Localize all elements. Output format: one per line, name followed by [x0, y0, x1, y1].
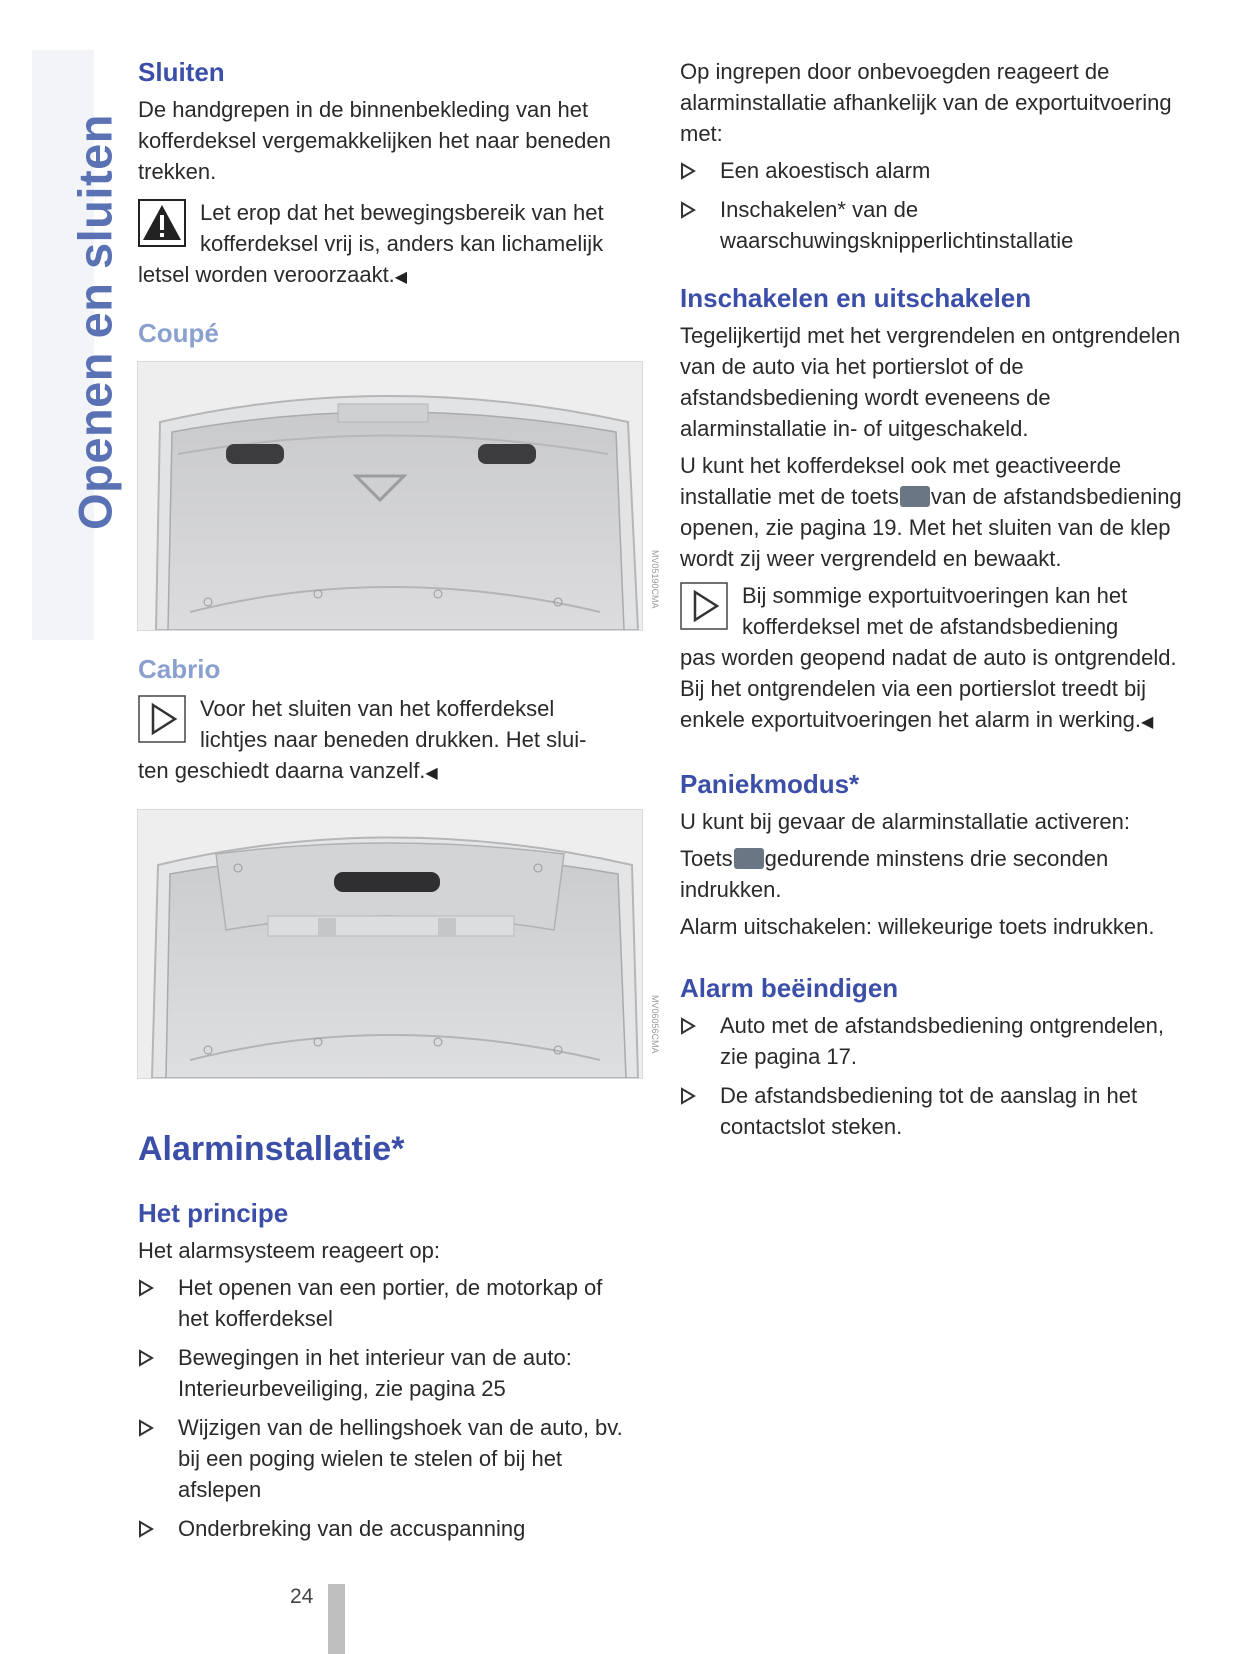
beeindigen-list	[680, 1010, 1185, 1142]
warning-line-3: letsel worden veroorzaakt.◀	[138, 262, 408, 287]
cabrio-note	[138, 693, 638, 789]
warning-note	[138, 197, 638, 293]
inschakelen-text-2: U kunt het kofferdeksel ook met geactiveerde installatie met de toets van de afstandsbediening openen, zie pagina 19. Met het sluiten van de klep wordt zij weer vergrendeld en bewaakt.	[680, 453, 1182, 571]
page-number: 24	[290, 1585, 314, 1608]
bullet-triangle-icon	[138, 1520, 154, 1538]
list-item: Onderbreking van de accuspanning	[138, 1513, 638, 1544]
export-note	[680, 580, 1185, 738]
left-column	[138, 56, 638, 1552]
inschakelen-heading: Inschakelen en uitschakelen	[680, 283, 1032, 313]
list-item: Een akoestisch alarm	[680, 155, 1185, 186]
right-column	[680, 56, 1185, 1150]
list-item: Wijzigen van de hellingshoek van de auto, bv. bij een poging wielen te stelen of bij het afslepen	[138, 1412, 638, 1505]
alarm-heading: Alarminstallatie*	[138, 1130, 405, 1168]
paniek-heading: Paniekmodus*	[680, 769, 860, 799]
bullet-triangle-icon	[680, 201, 696, 219]
list-item: Inschakelen* van de waarschuwingsknipperlichtinstallatie	[680, 194, 1185, 256]
sluiten-heading: Sluiten	[138, 57, 225, 87]
list-item: De afstandsbediening tot de aanslag in het contactslot steken.	[680, 1080, 1185, 1142]
paniek-text-1: U kunt bij gevaar de alarminstallatie activeren:	[680, 809, 1131, 834]
intro-list	[680, 155, 1185, 256]
beeindigen-heading: Alarm beëindigen	[680, 973, 899, 1003]
remote-trunk-key-icon	[900, 486, 930, 507]
coupe-heading: Coupé	[138, 318, 219, 348]
export-note-line-4: Bij het ontgrendelen via een portierslot treedt bij enkele exportuitvoeringen het alarm in werking.◀	[680, 676, 1154, 732]
note-triangle-icon	[138, 695, 186, 743]
inschakelen-text-1: Tegelijkertijd met het vergrendelen en ontgrendelen van de auto via het portierslot of de afstandsbediening wordt eveneens de alarminstallatie in- of uitgeschakeld.	[680, 323, 1181, 441]
chapter-sidebar	[32, 50, 122, 640]
list-item: Bewegingen in het interieur van de auto: Interieurbeveiliging, zie pagina 25	[138, 1342, 638, 1404]
cabrio-note-line-2: lichtjes naar beneden drukken. Het slui-	[200, 727, 587, 752]
sluiten-text: De handgrepen in de binnenbekleding van het kofferdeksel vergemakkelijken het naar beneden trekken.	[138, 97, 611, 184]
paniek-text-3: Alarm uitschakelen: willekeurige toets indrukken.	[680, 914, 1155, 939]
export-note-line-1: Bij sommige exportuitvoeringen kan het	[742, 583, 1128, 608]
export-note-line-2: kofferdeksel met de afstandsbediening	[742, 614, 1119, 639]
coupe-trunk-image	[137, 361, 643, 631]
note-triangle-icon	[680, 582, 728, 630]
bullet-triangle-icon	[138, 1419, 154, 1437]
bullet-triangle-icon	[680, 162, 696, 180]
export-note-line-3: pas worden geopend nadat de auto is ontgrendeld.	[680, 645, 1177, 670]
list-item: Auto met de afstandsbediening ontgrendelen, zie pagina 17.	[680, 1010, 1185, 1072]
cabrio-note-line-1: Voor het sluiten van het kofferdeksel	[200, 696, 555, 721]
principe-list	[138, 1272, 638, 1544]
bullet-triangle-icon	[138, 1279, 154, 1297]
list-item: Het openen van een portier, de motorkap of het kofferdeksel	[138, 1272, 638, 1334]
remote-trunk-key-icon	[734, 848, 764, 869]
chapter-title: Openen en sluiten	[68, 114, 122, 530]
end-mark-icon: ◀	[1141, 714, 1154, 731]
warning-line-2: kofferdeksel vrij is, anders kan lichamelijk	[200, 231, 604, 256]
bullet-triangle-icon	[138, 1349, 154, 1367]
warning-icon	[138, 199, 186, 247]
cabrio-heading: Cabrio	[138, 654, 221, 684]
paniek-text-2: Toets gedurende minstens drie seconden indrukken.	[680, 846, 1109, 902]
bullet-triangle-icon	[680, 1017, 696, 1035]
cabrio-trunk-illustration	[138, 810, 642, 1078]
coupe-trunk-illustration	[138, 362, 642, 630]
warning-line-1: Let erop dat het bewegingsbereik van het	[200, 200, 604, 225]
cabrio-image-code: MV06056CMA	[650, 995, 660, 1054]
principe-heading: Het principe	[138, 1198, 289, 1228]
page-marker-bar	[328, 1584, 345, 1654]
end-mark-icon: ◀	[425, 765, 438, 782]
bullet-triangle-icon	[680, 1087, 696, 1105]
end-mark-icon: ◀	[394, 269, 408, 286]
cabrio-trunk-image	[137, 809, 643, 1079]
cabrio-note-line-3: ten geschiedt daarna vanzelf.◀	[138, 758, 438, 783]
coupe-image-code: MV05190CMA	[650, 550, 660, 609]
principe-intro: Het alarmsysteem reageert op:	[138, 1238, 441, 1263]
intro-text: Op ingrepen door onbevoegden reageert de alarminstallatie afhankelijk van de exportuitvoering met:	[680, 59, 1172, 146]
